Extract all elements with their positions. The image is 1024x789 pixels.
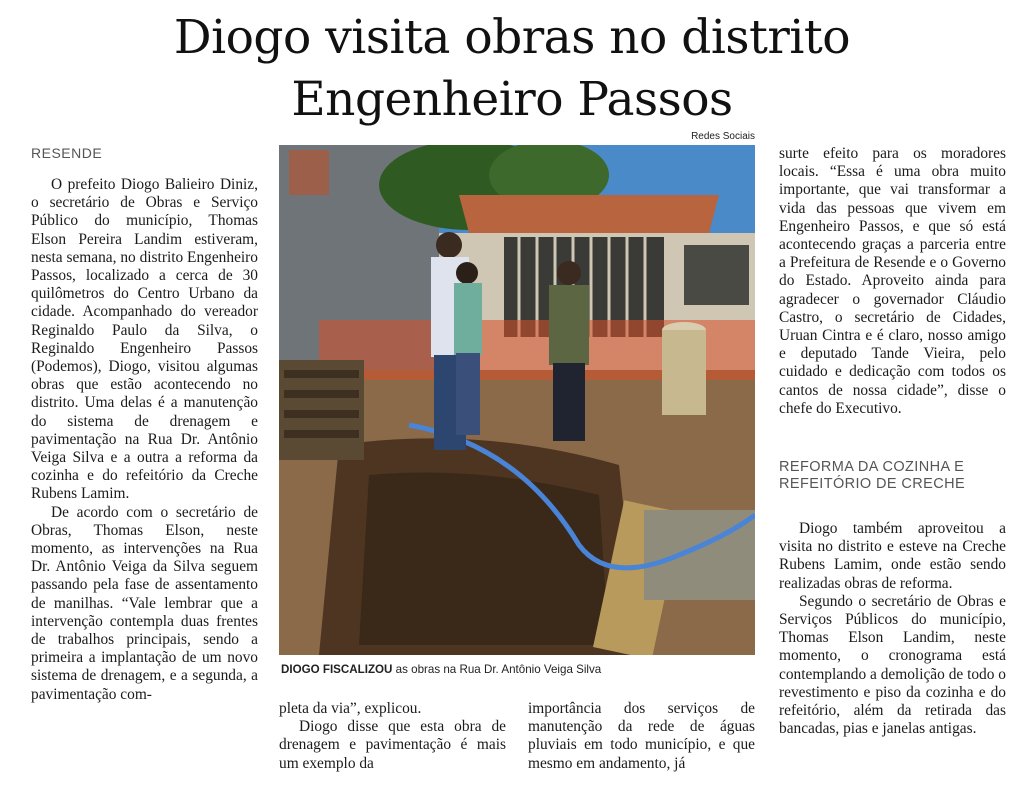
headline-line-1: Diogo visita obras no distrito — [173, 10, 851, 65]
column-1-paragraph-1: O prefeito Diogo Balieiro Diniz, o secretário de Obras e Serviço Público do município, Thomas Elson Pereira Landim estiveram, nesta semana, no distrito Engenheiro Passos, localizado a cerca de 30 quilômetros do Centro Urbano da cidade. Acompanhado do vereador Reginaldo Paulo da Silva, o Reginaldo Engenheiro Passos (Podemos), Diogo, visitou algumas obras que estão acontecendo no distrito. Uma delas é a manutenção do sistema de drenagem e pavimentação na Rua Dr. Antônio Veiga Silva e a outra a reforma da cozinha e do refeitório da Creche Rubens Lamim. — [31, 176, 258, 503]
headline-line-2: Engenheiro Passos — [291, 72, 733, 127]
caption-text: as obras na Rua Dr. Antônio Veiga Silva — [392, 663, 602, 676]
article-column-3 — [528, 700, 755, 773]
article-column-2 — [279, 700, 506, 773]
article-column-1 — [31, 176, 258, 704]
column-2-paragraph-2: Diogo disse que esta obra de drenagem e pavimentação é mais um exemplo da — [279, 718, 506, 772]
column-3-paragraph-1: importância dos serviços de manutenção da rede de águas pluviais em todo município, e que mesmo em andamento, já — [528, 700, 755, 772]
photo-credit: Redes Sociais — [691, 131, 755, 142]
person-3 — [549, 261, 589, 441]
section-tag: RESENDE — [31, 145, 103, 161]
column-1-paragraph-2: De acordo com o secretário de Obras, Thomas Elson, neste momento, as intervenções na Rua Dr. Antônio Veiga da Silva seguem passando pela fase de assentamento de manilhas. “Vale lembrar que a intervenção contempla duas frentes de trabalhos principais, sendo a primeira a implantação de um novo sistema de drenagem, e a segunda, a pavimentação com- — [31, 503, 258, 703]
caption-lead: DIOGO FISCALIZOU — [281, 663, 393, 676]
person-2 — [454, 262, 482, 435]
column-4-paragraph-3: Segundo o secretário de Obras e Serviços Públicos do município, Thomas Elson Landim, neste momento, o cronograma está contemplando a demolição de todo o revestimento e piso da cozinha e do refeitório, além da retirada das bancadas, pias e janelas antigas. — [779, 592, 1006, 738]
article-column-4 — [779, 145, 1006, 418]
article-column-4-continued — [779, 520, 1006, 738]
photo-caption — [281, 663, 755, 676]
subheading-reforma: REFORMA DA COZINHA E REFEITÓRIO DE CRECHE — [779, 459, 966, 492]
construction-site-photo — [279, 145, 755, 655]
column-2-paragraph-1: pleta da via”, explicou. — [279, 700, 422, 717]
column-4-paragraph-1: surte efeito para os moradores locais. “Essa é uma obra muito importante, que vai transformar a vida das pessoas que vivem em Engenheiro Passos, e que só está acontecendo graças a parceria entre a Prefeitura de Resende e o Governo do Estado. Aproveito ainda para agradecer o governador Cláudio Castro, o secretário de Cidades, Uruan Cintra e é claro, nosso amigo e deputado Tande Vieira, pelo cuidado e dedicação com todos os cantos de nossa cidade”, disse o chefe do Executivo. — [779, 145, 1006, 417]
article-photo — [279, 145, 755, 655]
column-4-paragraph-2: Diogo também aproveitou a visita no distrito e esteve na Creche Rubens Lamim, onde estão sendo realizadas obras de reforma. — [779, 520, 1006, 592]
